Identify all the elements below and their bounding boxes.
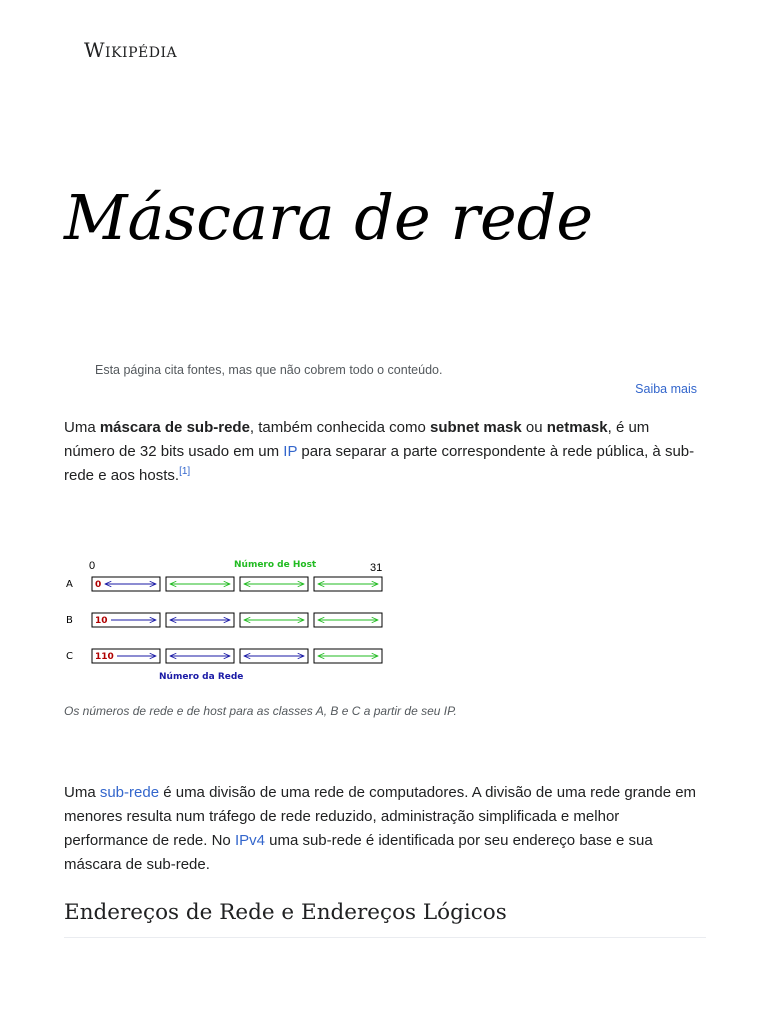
intro-text-3: ou	[521, 419, 547, 436]
subnet-text-3: uma sub-rede é identificada por seu endereço base e sua máscara de sub-rede.	[64, 832, 653, 873]
link-ipv4[interactable]: IPv4	[234, 832, 265, 849]
term-netmask: netmask	[546, 419, 608, 436]
address-class-diagram[interactable]	[64, 555, 394, 685]
intro-text-5: para separar a parte correspondente à rede pública, à sub-rede e aos hosts.	[64, 443, 695, 484]
figure-caption: Os números de rede e de host para as classes A, B e C a partir de seu IP.	[64, 704, 457, 718]
link-ip[interactable]: IP	[283, 443, 298, 460]
wikipedia-wordmark[interactable]: Wikipédia	[84, 38, 178, 62]
subnet-text-2: é uma divisão de uma rede de computadores. A divisão de uma rede grande em menores resulta num tráfego de rede reduzido, administração simplificada e melhor performance de rede. No	[64, 784, 697, 849]
class-label-c: C	[66, 651, 73, 662]
intro-text-4: , é um número de 32 bits usado em um	[64, 419, 650, 460]
term-subnet-mask: subnet mask	[430, 419, 522, 436]
intro-text-2: , também conhecida como	[249, 419, 431, 436]
class-rows	[66, 577, 382, 663]
site-header	[84, 38, 177, 62]
network-number-label: Número da Rede	[159, 672, 244, 682]
class-prefix-bits: 10	[95, 616, 108, 626]
intro-paragraph	[64, 416, 704, 488]
class-label-b: B	[66, 615, 73, 626]
reference-1[interactable]: [1]	[179, 466, 191, 477]
link-sub-rede[interactable]: sub-rede	[99, 784, 160, 801]
learn-more-link[interactable]: Saiba mais	[635, 382, 697, 396]
host-number-label: Número de Host	[234, 560, 317, 570]
class-prefix-bits: 0	[95, 580, 102, 590]
page-title: Máscara de rede	[64, 181, 594, 254]
bit-label-start: 0	[89, 560, 96, 572]
maintenance-notice: Esta página cita fontes, mas que não cobrem todo o conteúdo.	[95, 363, 443, 377]
subnet-paragraph	[64, 781, 704, 877]
bit-label-end: 31	[370, 562, 383, 574]
section-heading[interactable]: Endereços de Rede e Endereços Lógicos	[64, 900, 706, 938]
term-subnet-mask-pt: máscara de sub-rede	[99, 419, 250, 436]
class-label-a: A	[66, 579, 73, 590]
subnet-text-1: Uma	[64, 784, 100, 801]
class-prefix-bits: 110	[95, 652, 114, 662]
intro-text-1: Uma	[64, 419, 100, 436]
